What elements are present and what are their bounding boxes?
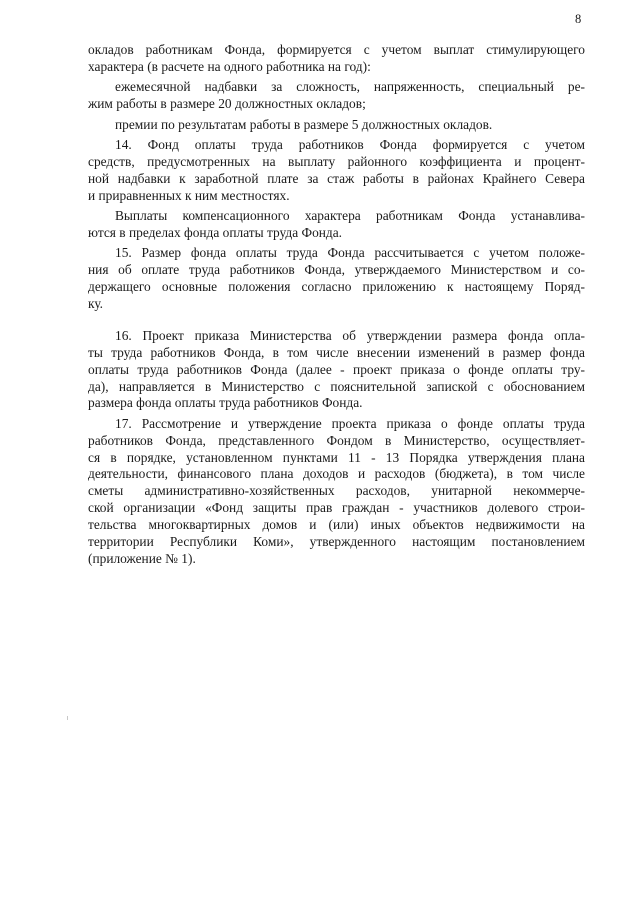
document-body: [88, 42, 585, 568]
text-line: держащего основные положения согласно приложению к настоящему Поряд-: [88, 279, 585, 295]
text-line: ния об оплате труда работников Фонда, утверждаемого Министерством и со-: [88, 262, 585, 278]
text-line: ты труда работников Фонда, в том числе внесении изменений в размер фонда: [88, 344, 585, 360]
text-line: ку.: [88, 295, 104, 311]
text-line: работников Фонда, представленного Фондом в Министерство, осуществляет-: [88, 432, 585, 448]
text-line: деятельности, финансового плана доходов и расходов (бюджета), в том числе: [88, 466, 585, 482]
text-line: ются в пределах фонда оплаты труда Фонда.: [88, 224, 343, 240]
text-line: 16. Проект приказа Министерства об утверждении размера фонда опла-: [115, 327, 585, 343]
text-line: размера фонда оплаты труда работников Фонда.: [88, 395, 363, 411]
text-line: ежемесячной надбавки за сложность, напряженность, специальный ре-: [115, 79, 585, 95]
text-line: Выплаты компенсационного характера работникам Фонда устанавлива-: [115, 208, 585, 224]
text-line: территории Республики Коми», утвержденного настоящим постановлением: [88, 534, 585, 550]
text-line: характера (в расчете на одного работника на год):: [88, 58, 371, 74]
text-line: 14. Фонд оплаты труда работников Фонда формируется с учетом: [115, 136, 585, 152]
text-line: 15. Размер фонда оплаты труда Фонда рассчитывается с учетом положе-: [115, 245, 585, 261]
text-line: ской организации «Фонд защиты прав граждан - участников долевого строи-: [88, 500, 585, 516]
text-line: и приравненных к ним местностях.: [88, 187, 290, 203]
page-number: 8: [575, 12, 582, 26]
text-line: (приложение № 1).: [88, 550, 196, 566]
text-line: средств, предусмотренных на выплату районного коэффициента и процент-: [88, 153, 585, 169]
text-line: ной надбавки к заработной плате за стаж работы в районах Крайнего Севера: [88, 170, 585, 186]
scan-speck: [67, 716, 68, 720]
text-line: ся в порядке, установленном пунктами 11 - 13 Порядка утверждения плана: [88, 449, 585, 465]
text-line: 17. Рассмотрение и утверждение проекта приказа о фонде оплаты труда: [115, 415, 585, 431]
text-line: окладов работникам Фонда, формируется с учетом выплат стимулирующего: [88, 42, 585, 57]
text-line: премии по результатам работы в размере 5 должностных окладов.: [115, 116, 493, 132]
text-line: оплаты труда работников Фонда (далее - проект приказа о фонде оплаты тру-: [88, 361, 585, 377]
text-line: да), направляется в Министерство с пояснительной запиской с обоснованием: [88, 378, 585, 394]
text-line: сметы административно-хозяйственных расходов, унитарной некоммерче-: [88, 483, 585, 499]
text-line: тельства многоквартирных домов и (или) иных объектов недвижимости на: [88, 517, 585, 533]
text-line: жим работы в размере 20 должностных окладов;: [88, 96, 366, 112]
